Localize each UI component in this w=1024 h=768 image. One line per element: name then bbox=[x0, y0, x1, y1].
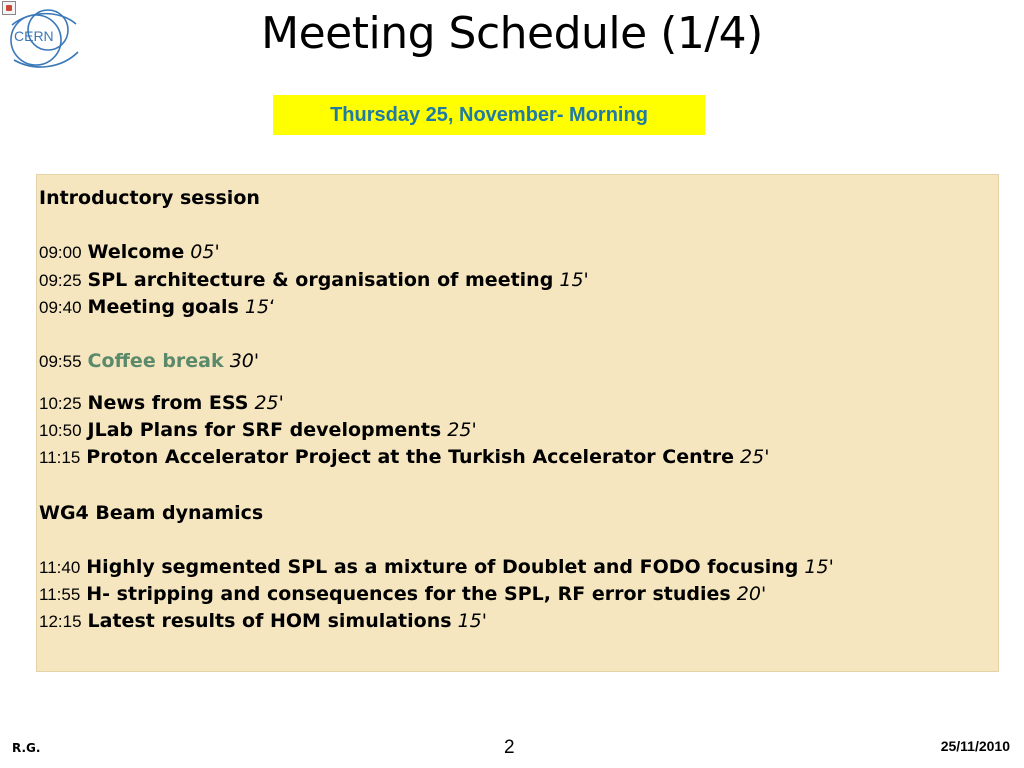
schedule-item bbox=[39, 583, 766, 605]
day-banner-text: Thursday 25, November- Morning bbox=[330, 103, 648, 126]
item-time: 11:40 bbox=[39, 558, 81, 577]
item-title: Meeting goals bbox=[87, 296, 239, 318]
item-title: Highly segmented SPL as a mixture of Doublet and FODO focusing bbox=[86, 556, 799, 578]
item-title: H- stripping and consequences for the SPL, RF error studies bbox=[86, 583, 731, 605]
item-title: News from ESS bbox=[87, 392, 249, 414]
item-duration: 20' bbox=[736, 583, 767, 605]
item-time: 09:55 bbox=[39, 352, 82, 371]
schedule-item bbox=[39, 419, 477, 441]
item-duration: 15' bbox=[804, 556, 834, 578]
item-time: 11:55 bbox=[39, 585, 81, 604]
session-title-wg4: WG4 Beam dynamics bbox=[39, 502, 264, 524]
item-duration: 15' bbox=[559, 269, 589, 291]
session-title-introductory: Introductory session bbox=[39, 187, 260, 209]
coffee-break-label: Coffee break bbox=[87, 350, 224, 372]
item-title: JLab Plans for SRF developments bbox=[87, 419, 442, 441]
item-duration-suffix: ‘ bbox=[269, 296, 276, 318]
schedule-item bbox=[39, 241, 220, 263]
item-duration: 15' bbox=[457, 610, 487, 632]
schedule-item bbox=[39, 610, 487, 632]
item-title: Welcome bbox=[87, 241, 185, 263]
schedule-item bbox=[39, 392, 284, 414]
item-time: 09:00 bbox=[39, 243, 82, 262]
item-title: SPL architecture & organisation of meeting bbox=[87, 269, 554, 291]
item-duration: 30' bbox=[229, 350, 260, 372]
schedule-item bbox=[39, 446, 769, 468]
footer-date: 25/11/2010 bbox=[940, 738, 1010, 754]
schedule-item bbox=[39, 269, 589, 291]
item-time: 11:15 bbox=[39, 448, 81, 467]
schedule-item bbox=[39, 556, 834, 578]
item-time: 09:25 bbox=[39, 271, 82, 290]
item-duration: 25' bbox=[740, 446, 770, 468]
item-title: Proton Accelerator Project at the Turkish Accelerator Centre bbox=[86, 446, 734, 468]
item-duration: 15 bbox=[244, 296, 270, 318]
item-time: 12:15 bbox=[39, 612, 82, 631]
item-duration: 05' bbox=[190, 241, 220, 263]
footer-page-number: 2 bbox=[504, 737, 515, 758]
item-duration: 25' bbox=[254, 392, 284, 414]
item-duration: 25' bbox=[447, 419, 477, 441]
schedule-item bbox=[39, 296, 275, 318]
item-time: 10:25 bbox=[39, 394, 82, 413]
item-title: Latest results of HOM simulations bbox=[87, 610, 452, 632]
page-title: Meeting Schedule (1/4) bbox=[261, 8, 763, 59]
logo-text: CERN bbox=[14, 28, 54, 44]
footer-author: R.G. bbox=[12, 741, 41, 755]
item-time: 10:50 bbox=[39, 421, 82, 440]
coffee-break-item bbox=[39, 350, 259, 372]
schedule-panel bbox=[36, 174, 999, 672]
item-time: 09:40 bbox=[39, 298, 82, 317]
day-banner bbox=[273, 95, 705, 135]
